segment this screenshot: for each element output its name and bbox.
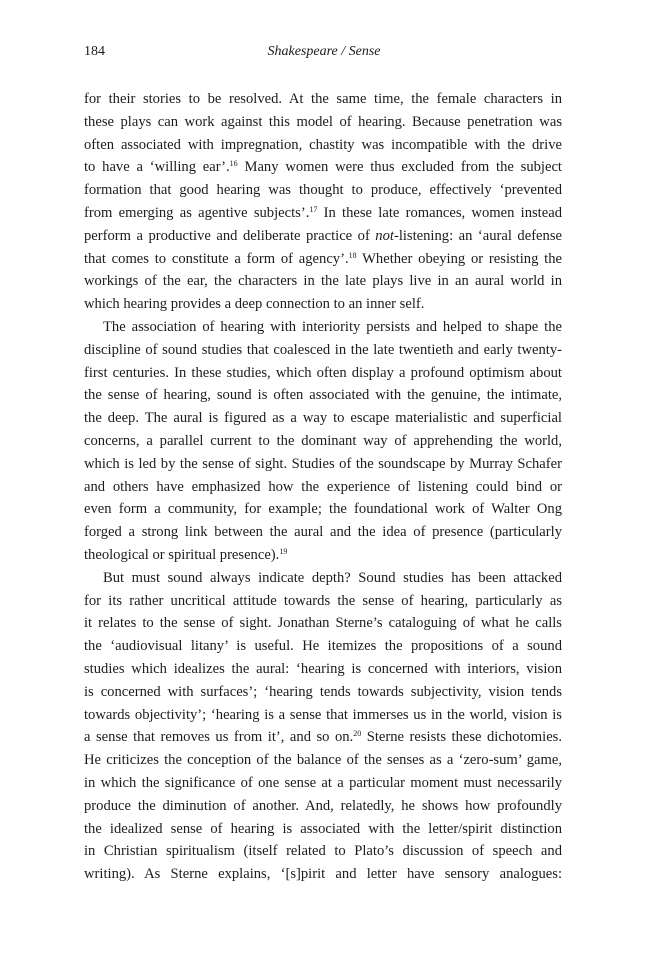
paragraph: [84, 88, 562, 316]
text-line: to have a ‘willing ear’.$^{16}$ Many women were thus excluded from the subject: [84, 159, 562, 176]
text-line: workings of the ear, the characters in the late plays live in an aural world in: [84, 273, 562, 290]
text-line: perform a productive and deliberate practice of not-listening: an ‘aural defense: [84, 227, 562, 244]
text-line: He criticizes the conception of the balance of the senses as a ‘zero-sum’ game,: [84, 752, 562, 769]
footnote-ref: 17: [309, 204, 318, 214]
text-line: concerns, a parallel current to the dominant way of apprehending the world,: [84, 432, 562, 449]
text-line: theological or spiritual presence).$^{19}$: [84, 546, 288, 563]
emphasis: not: [375, 227, 394, 244]
text-line: for their stories to be resolved. At the same time, the female characters in: [84, 91, 562, 107]
text-line: towards objectivity’; ‘hearing is a sense that immerses us in the world, vision is: [84, 706, 562, 723]
text-line: even form a community, for example; the foundational work of Walter Ong: [84, 501, 562, 518]
text-line: often associated with impregnation, chastity was incompatible with the drive: [84, 136, 562, 153]
footnote-ref: 19: [279, 546, 288, 556]
text-line: the idealized sense of hearing is associated with the letter/spirit distinction: [84, 820, 562, 837]
text-line: is concerned with surfaces’; ‘hearing tends towards subjectivity, vision tends: [84, 683, 562, 700]
paragraph: [84, 316, 562, 567]
page-number: 184: [84, 44, 105, 59]
body-text: [84, 88, 562, 886]
text-line: formation that good hearing was thought to produce, effectively ‘prevented: [84, 182, 562, 199]
text-line: the ‘audiovisual litany’ is useful. He itemizes the propositions of a sound: [84, 638, 562, 655]
text-line: from emerging as agentive subjects’.$^{17}$ In these late romances, women instead: [84, 204, 562, 221]
text-line: But must sound always indicate depth? Sound studies has been attacked: [103, 569, 562, 586]
text-line: for its rather uncritical attitude towards the sense of hearing, particularly as: [84, 592, 562, 609]
text-line: which is led by the sense of sight. Studies of the soundscape by Murray Schafer: [84, 455, 562, 472]
text-line: The association of hearing with interiority persists and helped to shape the: [103, 318, 562, 335]
text-line: the sense of hearing, sound is often associated with the genuine, the intimate,: [84, 387, 562, 404]
text-line: studies which idealizes the aural: ‘hearing is concerned with interiors, vision: [84, 660, 562, 677]
text-line: a sense that removes us from it’, and so on.$^{20}$ Sterne resists these dichotomies.: [84, 729, 562, 746]
text-line: discipline of sound studies that coalesced in the late twentieth and early twenty-: [84, 341, 562, 358]
footnote-ref: 20: [353, 729, 362, 739]
text-line: produce the diminution of another. And, relatedly, he shows how profoundly: [84, 797, 562, 814]
text-line: in Christian spiritualism (itself related to Plato’s discussion of speech and: [84, 843, 562, 860]
text-line: forged a strong link between the aural and the idea of presence (particularly: [84, 524, 562, 541]
text-line: first centuries. In these studies, which often display a profound optimism about: [84, 364, 562, 381]
text-line: writing). As Sterne explains, ‘[s]pirit and letter have sensory analogues:: [84, 866, 562, 883]
text-line: it relates to the sense of sight. Jonathan Sterne’s cataloguing of what he calls: [84, 615, 562, 632]
footnote-ref: 16: [229, 159, 238, 169]
text-line: the deep. The aural is figured as a way to escape materialistic and superficial: [84, 410, 562, 427]
paragraph: [84, 567, 562, 886]
text-line: which hearing provides a deep connection to an inner self.: [84, 296, 425, 313]
text-line: that comes to constitute a form of agency’.$^{18}$ Whether obeying or resisting the: [84, 250, 562, 267]
text-line: in which the significance of one sense at a particular moment must necessarily: [84, 774, 562, 791]
footnote-ref: 18: [348, 250, 357, 260]
running-title: Shakespeare / Sense: [267, 44, 381, 59]
text-line: and others have emphasized how the experience of listening could bind or: [84, 478, 562, 495]
running-head: [84, 44, 564, 66]
text-line: these plays can work against this model of hearing. Because penetration was: [84, 113, 562, 130]
